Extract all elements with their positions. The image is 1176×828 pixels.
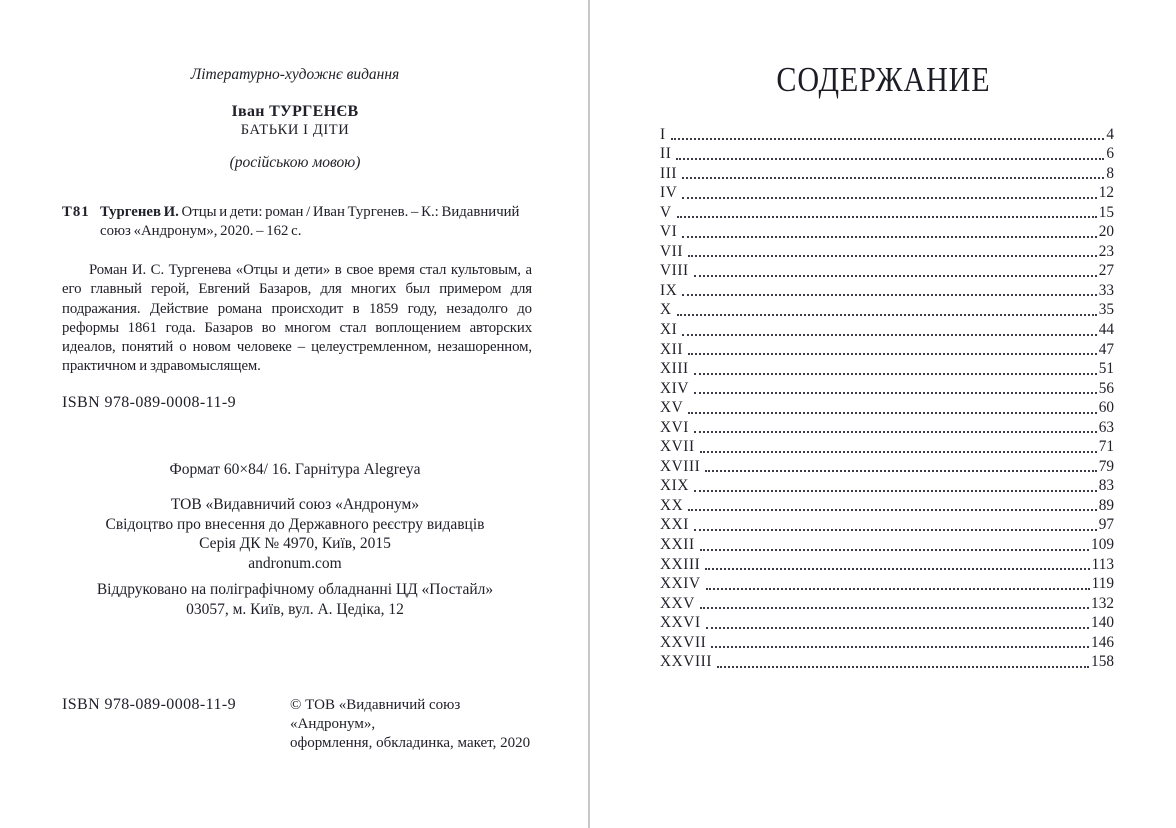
- toc-chapter-numeral: XVII: [660, 438, 695, 456]
- toc-dot-leader: [694, 431, 1097, 433]
- toc-page-number: 60: [1098, 399, 1114, 417]
- toc-page-number: 6: [1106, 145, 1114, 163]
- toc-entry: [660, 202, 1114, 222]
- toc-dot-leader: [688, 509, 1096, 511]
- toc-entry: [660, 241, 1114, 261]
- toc-dot-leader: [706, 588, 1090, 590]
- copyright-notice: [290, 696, 540, 752]
- toc-entry: [660, 495, 1114, 515]
- contents-page: [590, 0, 1176, 828]
- toc-dot-leader: [688, 412, 1096, 414]
- toc-dot-leader: [688, 255, 1097, 257]
- toc-entry: [660, 319, 1114, 339]
- toc-entry: [660, 378, 1114, 398]
- toc-entry: [660, 124, 1114, 144]
- isbn-number: ISBN 978-089-0008-11-9: [62, 394, 236, 411]
- printing-house: Віддруковано на поліграфічному обладнанні ЦД «Постайл»: [96, 581, 494, 598]
- toc-page-number: 35: [1098, 301, 1114, 319]
- toc-page-number: 158: [1091, 653, 1114, 671]
- toc-dot-leader: [682, 197, 1096, 199]
- toc-page-number: 12: [1098, 184, 1114, 202]
- toc-chapter-numeral: I: [660, 125, 666, 143]
- annotation-paragraph: Роман И. С. Тургенева «Отцы и дети» в свое время стал культовым, а его главный герой, Евгений Базаров, для многих был примером для подражания. Действие романа происходит в 1859 году, незадолго до реформы 1861 года. Базаров во многом стал воплощением авторских идеалов, понятий о новом человеке – целеустремленном, незашоренном, практичном и здравомыслящем.: [62, 262, 532, 375]
- toc-dot-leader: [694, 373, 1097, 375]
- toc-entry: [660, 359, 1114, 379]
- toc-chapter-numeral: IX: [660, 281, 678, 299]
- toc-entry: [660, 261, 1114, 281]
- toc-chapter-numeral: VII: [660, 242, 684, 260]
- toc-chapter-numeral: V: [660, 203, 672, 221]
- toc-dot-leader: [717, 666, 1089, 668]
- toc-entry: [660, 144, 1114, 164]
- toc-page-number: 146: [1091, 633, 1114, 651]
- toc-chapter-numeral: XXVIII: [660, 653, 713, 671]
- toc-chapter-numeral: XXVII: [660, 633, 707, 651]
- toc-page-number: 8: [1106, 164, 1114, 182]
- toc-page-number: 71: [1098, 438, 1114, 456]
- toc-page-number: 47: [1098, 340, 1114, 358]
- toc-chapter-numeral: XXIII: [660, 555, 701, 573]
- printing-address: 03057, м. Київ, вул. А. Цедіка, 12: [186, 600, 404, 618]
- toc-page-number: 44: [1098, 321, 1114, 339]
- toc-page-number: 113: [1091, 555, 1114, 573]
- book-title: БАТЬКИ І ДІТИ: [240, 122, 350, 138]
- toc-entry: [660, 574, 1114, 594]
- language-note: (російською мовою): [229, 154, 361, 171]
- toc-entry: [660, 554, 1114, 574]
- toc-dot-leader: [705, 568, 1089, 570]
- toc-page-number: 27: [1098, 262, 1114, 280]
- toc-entry: [660, 456, 1114, 476]
- format-line: Формат 60×84/ 16. Гарнітура Alegreya: [169, 461, 421, 478]
- toc-dot-leader: [682, 177, 1104, 179]
- toc-chapter-numeral: XXV: [660, 594, 695, 612]
- toc-chapter-numeral: XVIII: [660, 457, 701, 475]
- toc-dot-leader: [688, 353, 1097, 355]
- toc-page-number: 4: [1106, 125, 1114, 143]
- toc-chapter-numeral: X: [660, 301, 672, 319]
- toc-page-number: 97: [1098, 516, 1114, 534]
- toc-dot-leader: [700, 451, 1097, 453]
- author-name: Іван ТУРГЕНЄВ: [231, 103, 359, 120]
- toc-dot-leader: [694, 529, 1097, 531]
- toc-dot-leader: [682, 294, 1096, 296]
- toc-dot-leader: [700, 607, 1089, 609]
- toc-chapter-numeral: IV: [660, 184, 678, 202]
- toc-chapter-numeral: III: [660, 164, 678, 182]
- toc-page-number: 51: [1098, 360, 1114, 378]
- printing-block: [60, 580, 530, 619]
- toc-dot-leader: [676, 158, 1104, 160]
- toc-chapter-numeral: XXVI: [660, 614, 701, 632]
- toc-page-number: 23: [1098, 242, 1114, 260]
- toc-entry: [660, 183, 1114, 203]
- toc-page-number: 119: [1091, 575, 1114, 593]
- toc-entry: [660, 652, 1114, 672]
- toc-chapter-numeral: VI: [660, 223, 678, 241]
- toc-page-number: 15: [1098, 203, 1114, 221]
- toc-chapter-numeral: XIII: [660, 360, 689, 378]
- toc-dot-leader: [694, 392, 1097, 394]
- toc-list: [660, 124, 1114, 671]
- toc-page-number: 56: [1098, 379, 1114, 397]
- toc-entry: [660, 593, 1114, 613]
- toc-entry: [660, 300, 1114, 320]
- toc-entry: [660, 398, 1114, 418]
- toc-dot-leader: [694, 490, 1097, 492]
- toc-chapter-numeral: XXII: [660, 536, 695, 554]
- catalog-author: Тургенев И.: [100, 204, 179, 220]
- toc-entry: [660, 534, 1114, 554]
- toc-entry: [660, 437, 1114, 457]
- toc-dot-leader: [705, 470, 1096, 472]
- toc-chapter-numeral: VIII: [660, 262, 689, 280]
- toc-entry: [660, 280, 1114, 300]
- toc-dot-leader: [682, 236, 1096, 238]
- toc-dot-leader: [694, 275, 1097, 277]
- toc-dot-leader: [700, 549, 1089, 551]
- toc-page-number: 20: [1098, 223, 1114, 241]
- toc-entry: [660, 222, 1114, 242]
- toc-page-number: 33: [1098, 281, 1114, 299]
- toc-page-number: 83: [1098, 477, 1114, 495]
- toc-entry: [660, 339, 1114, 359]
- toc-page-number: 79: [1098, 457, 1114, 475]
- catalog-description: Отцы и дети: роман / Иван Тургенев. – К.: Видавничий союз «Андронум», 2020. – 162 с.: [100, 204, 520, 239]
- publisher-certificate: Свідоцтво про внесення до Державного реєстру видавців: [105, 515, 485, 533]
- edition-note: Літературно-художнє видання: [190, 66, 400, 83]
- toc-entry: [660, 417, 1114, 437]
- copyright-line-2: оформлення, обкладинка, макет, 2020: [290, 734, 531, 751]
- toc-title: СОДЕРЖАНИЕ: [775, 60, 991, 99]
- toc-chapter-numeral: XV: [660, 399, 684, 417]
- toc-page-number: 63: [1098, 418, 1114, 436]
- publisher-series: Серія ДК № 4970, Київ, 2015: [199, 535, 391, 553]
- toc-chapter-numeral: XXIV: [660, 575, 701, 593]
- catalog-entry: [62, 203, 532, 241]
- publisher-block: [60, 495, 530, 573]
- copyright-line-1: © ТОВ «Видавничий союз «Андронум»,: [290, 697, 461, 732]
- toc-page-number: 89: [1098, 496, 1114, 514]
- toc-dot-leader: [671, 138, 1105, 140]
- toc-dot-leader: [711, 646, 1089, 648]
- toc-chapter-numeral: XVI: [660, 418, 689, 436]
- toc-dot-leader: [677, 216, 1097, 218]
- isbn-number-bottom: ISBN 978-089-0008-11-9: [62, 696, 236, 713]
- toc-chapter-numeral: XII: [660, 340, 684, 358]
- toc-entry: [660, 515, 1114, 535]
- toc-entry: [660, 476, 1114, 496]
- toc-chapter-numeral: XIV: [660, 379, 689, 397]
- publisher-name: ТОВ «Видавничий союз «Андронум»: [170, 496, 420, 513]
- toc-chapter-numeral: II: [660, 145, 672, 163]
- toc-dot-leader: [682, 334, 1096, 336]
- publisher-website: andronum.com: [248, 554, 342, 572]
- toc-page-number: 140: [1091, 614, 1114, 632]
- toc-entry: [660, 163, 1114, 183]
- toc-entry: [660, 632, 1114, 652]
- toc-chapter-numeral: XIX: [660, 477, 689, 495]
- toc-page-number: 109: [1091, 536, 1114, 554]
- toc-dot-leader: [706, 627, 1089, 629]
- toc-dot-leader: [677, 314, 1097, 316]
- toc-chapter-numeral: XX: [660, 496, 684, 514]
- toc-page-number: 132: [1091, 594, 1114, 612]
- toc-entry: [660, 613, 1114, 633]
- toc-chapter-numeral: XI: [660, 321, 678, 339]
- toc-chapter-numeral: XXI: [660, 516, 689, 534]
- catalog-code: Т81: [62, 204, 90, 220]
